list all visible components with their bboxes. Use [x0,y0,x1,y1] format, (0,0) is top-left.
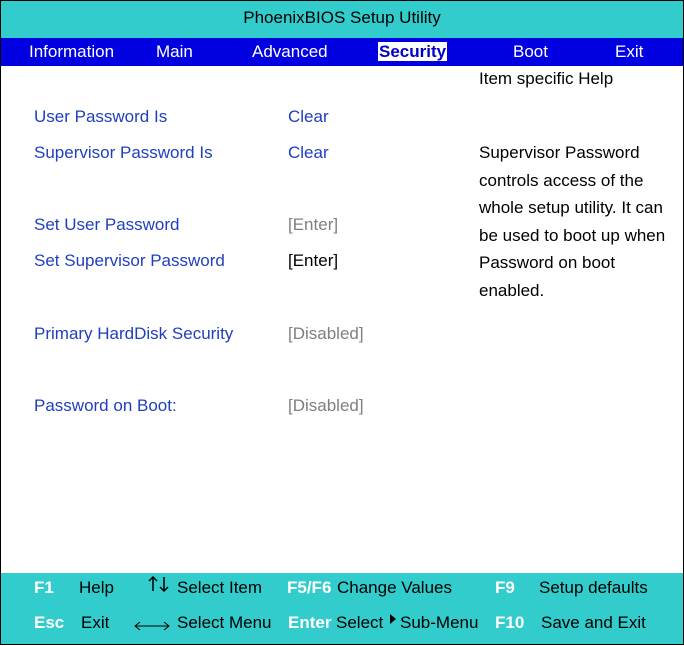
password-on-boot-label[interactable]: Password on Boot: [34,396,177,415]
esc-key: Esc [34,613,65,632]
help-title: Item specific Help [479,69,614,88]
f9-desc: Setup defaults [539,578,648,597]
user-password-is-label: User Password Is [34,107,168,126]
key-legend-bar [1,573,683,644]
submenu-desc: Sub-Menu [400,613,479,632]
f10-key: F10 [495,613,525,632]
menu-exit[interactable]: Exit [615,42,644,61]
up-down-arrows-icon [147,574,171,601]
f1-desc: Help [79,578,114,597]
menu-boot[interactable]: Boot [513,42,548,61]
set-supervisor-password-value[interactable]: [Enter] [288,251,339,270]
set-user-password-label[interactable]: Set User Password [34,215,180,234]
menu-bar [1,38,683,66]
select-item-desc: Select Item [177,578,263,597]
menu-security[interactable]: Security [379,42,447,61]
help-text: Supervisor Password controls access of the whole setup utility. It can be used to boot up when Password on boot enabled. [479,143,666,300]
enter-desc: Select [336,613,384,632]
primary-harddisk-security-value: [Disabled] [288,324,364,343]
esc-desc: Exit [81,613,110,632]
title-bar [1,1,683,38]
user-password-is-value: Clear [288,107,329,126]
f9-key: F9 [495,578,515,597]
supervisor-password-is-label: Supervisor Password Is [34,143,213,162]
primary-harddisk-security-label[interactable]: Primary HardDisk Security [34,324,234,343]
menu-information[interactable]: Information [29,42,115,61]
set-user-password-value: [Enter] [288,215,339,234]
password-on-boot-value: [Disabled] [288,396,364,415]
f5f6-key: F5/F6 [287,578,332,597]
supervisor-password-is-value: Clear [288,143,329,162]
menu-main[interactable]: Main [156,42,193,61]
app-title: PhoenixBIOS Setup Utility [243,8,441,27]
set-supervisor-password-label[interactable]: Set Supervisor Password [34,251,225,270]
select-menu-desc: Select Menu [177,613,272,632]
menu-advanced[interactable]: Advanced [252,42,328,61]
triangle-right-icon [389,611,397,631]
settings-panel [1,66,683,573]
enter-key: Enter [288,613,332,632]
f1-key: F1 [34,578,54,597]
left-right-arrows-icon [133,617,171,637]
f10-desc: Save and Exit [541,613,646,632]
f5f6-desc: Change Values [337,578,452,597]
